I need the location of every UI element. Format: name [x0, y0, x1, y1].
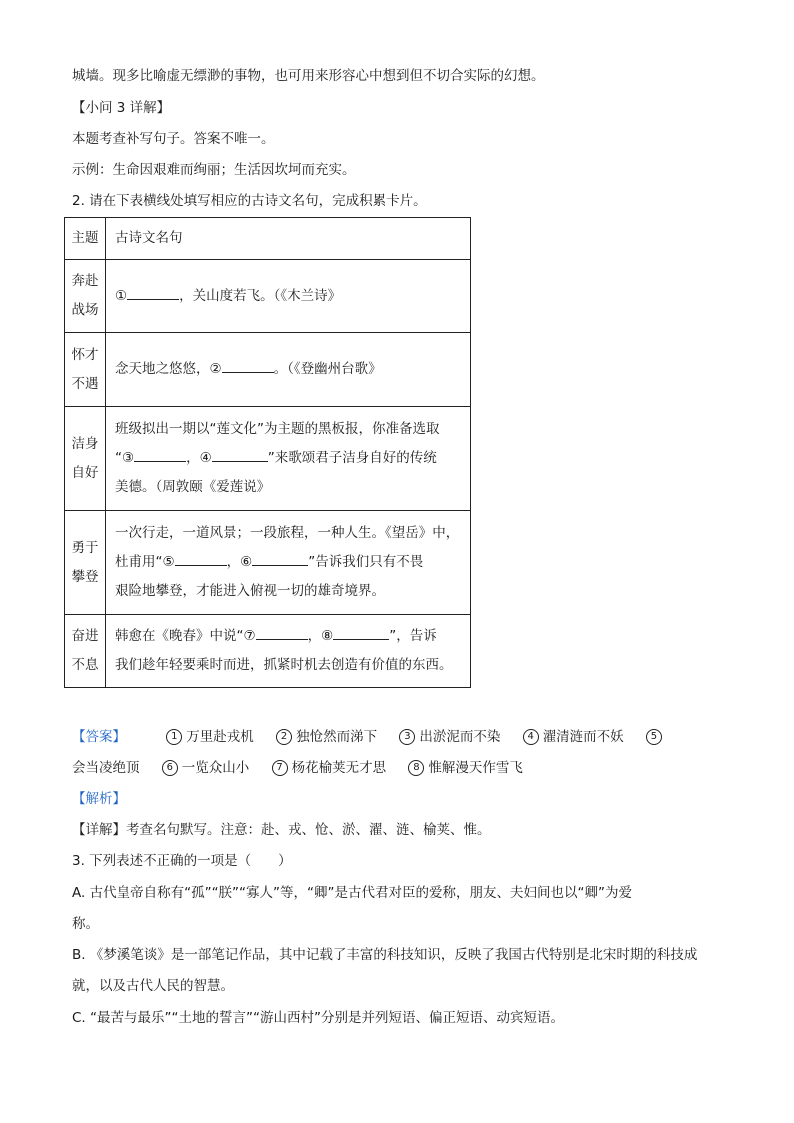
fill-blank — [222, 358, 274, 373]
answer-item: 4 濯清涟而不妖 — [523, 729, 624, 745]
row-content: 班级拟出一期以“莲文化”为主题的黑板报，你准备选取 “③ ，④ ”来歌颂君子洁身自好的传统 美德。（周敦颐《爱莲说》 — [106, 407, 471, 511]
table-header-content: 古诗文名句 — [106, 218, 471, 260]
answer-item-continued: 会当凌绝顶 — [72, 760, 140, 776]
answer-item: 2 独怆然而涕下 — [276, 729, 377, 745]
fill-blank — [134, 447, 186, 462]
question-stem: 3. 下列表述不正确的一项是（ ） — [72, 853, 292, 869]
row-theme: 勇于 攀登 — [65, 511, 106, 615]
fill-blank — [256, 625, 308, 640]
fill-blank — [333, 625, 389, 640]
answer-item: 1 万里赴戎机 — [166, 729, 254, 745]
row-content: 念天地之悠悠，② 。（《登幽州台歌》 — [106, 333, 471, 407]
answer-item: 8 惟解漫天作雪飞 — [408, 760, 523, 776]
row-theme: 奔赴 战场 — [65, 260, 106, 333]
table-row — [65, 260, 471, 333]
table-row — [65, 407, 471, 511]
row-content: ① ，关山度若飞。（《木兰诗》 — [106, 260, 471, 333]
text-line: 示例：生命因艰难而绚丽；生活因坎坷而充实。 — [72, 162, 356, 178]
fill-blank — [212, 447, 268, 462]
row-content: 一次行走，一道风景；一段旅程，一种人生。《望岳》中， 杜甫用“⑤ ，⑥ ”告诉我们只有不畏 艰险地攀登，才能进入俯视一切的雄奇境界。 — [106, 511, 471, 615]
row-theme: 洁身 自好 — [65, 407, 106, 511]
option-b-cont: 就，以及古代人民的智慧。 — [72, 978, 234, 994]
answer-label: 【答案】 — [72, 729, 126, 745]
answer-item: 3 出淤泥而不染 — [399, 729, 500, 745]
option-b: B. 《梦溪笔谈》是一部笔记作品，其中记载了丰富的科技知识，反映了我国古代特别是北宋时期的科技成 — [72, 947, 698, 963]
row-theme: 怀才 不遇 — [65, 333, 106, 407]
section-heading: 【小问 3 详解】 — [72, 100, 171, 116]
fill-blank — [252, 551, 308, 566]
text-line: 本题考查补写句子。答案不唯一。 — [72, 131, 275, 147]
answer-item: 6 一览众山小 — [162, 760, 250, 776]
table-row — [65, 511, 471, 615]
analysis-label: 【解析】 — [72, 791, 126, 807]
detail-line: 【详解】考查名句默写。注意：赴、戎、怆、淤、濯、涟、榆荚、惟。 — [72, 822, 491, 838]
table-row — [65, 615, 471, 688]
answer-item: 7 杨花榆荚无才思 — [272, 760, 387, 776]
answer-block — [72, 727, 732, 789]
row-content: 韩愈在《晚春》中说“⑦ ，⑧ ”，告诉 我们趁年轻要乘时而进，抓紧时机去创造有价值的东西。 — [106, 615, 471, 688]
option-a-cont: 称。 — [72, 916, 99, 932]
fill-blank — [175, 551, 227, 566]
answer-item: 5 — [646, 729, 666, 745]
fill-blank — [127, 285, 179, 300]
table-row — [65, 333, 471, 407]
accumulation-card-table — [64, 217, 471, 688]
table-header-theme: 主题 — [65, 218, 106, 260]
question-stem: 2. 请在下表横线处填写相应的古诗文名句，完成积累卡片。 — [72, 193, 427, 209]
text-line: 城墙。现多比喻虚无缥渺的事物，也可用来形容心中想到但不切合实际的幻想。 — [72, 68, 545, 84]
row-theme: 奋进 不息 — [65, 615, 106, 688]
option-c: C. “最苦与最乐”“土地的誓言”“游山西村”分别是并列短语、偏正短语、动宾短语。 — [72, 1010, 564, 1026]
option-a: A. 古代皇帝自称有“孤”“朕”“寡人”等，“卿”是古代君对臣的爱称，朋友、夫妇间也以“卿”为爱 — [72, 885, 633, 901]
